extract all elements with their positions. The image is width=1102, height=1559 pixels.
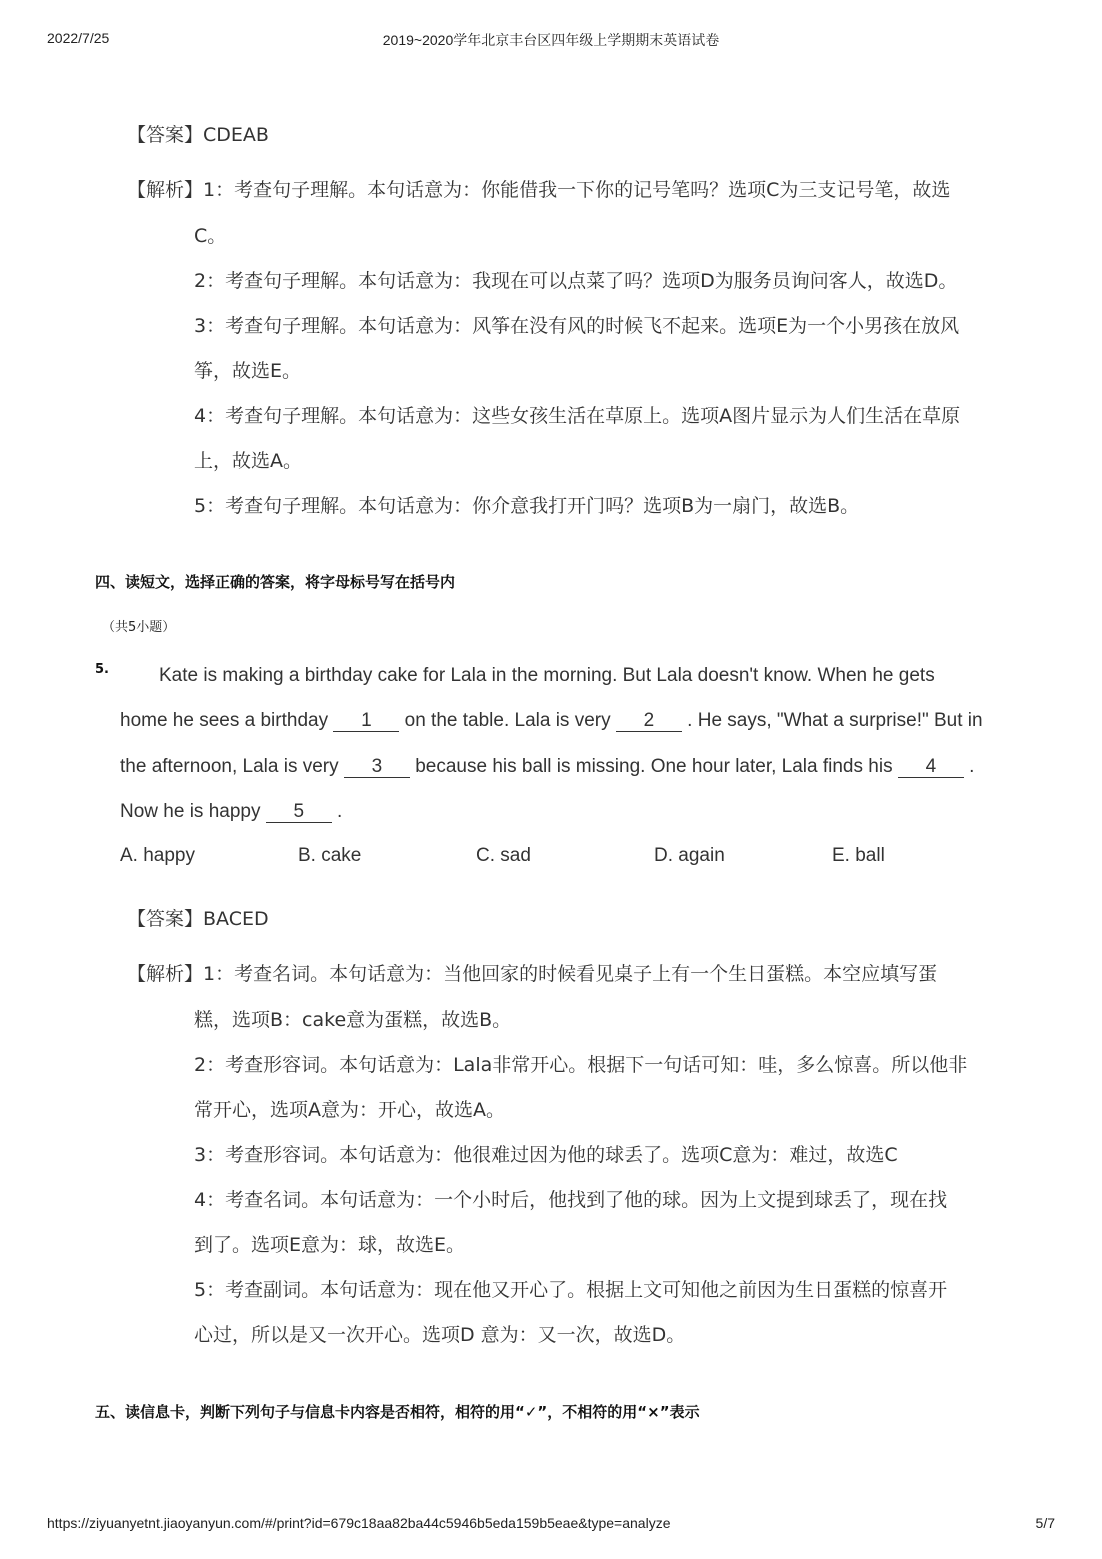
- option-b: B. cake: [298, 845, 362, 866]
- analysis-line: 5：考查副词。本句话意为：现在他又开心了。根据上文可知他之前因为生日蛋糕的惊喜开: [194, 1279, 948, 1301]
- analysis-line: 4：考查名词。本句话意为：一个小时后，他找到了他的球。因为上文提到球丢了，现在找: [194, 1189, 948, 1211]
- question-number: 5.: [95, 662, 109, 677]
- analysis-line: 到了。选项E意为：球，故选E。: [194, 1234, 466, 1256]
- analysis-line: 5：考查句子理解。本句话意为：你介意我打开门吗？选项B为一扇门，故选B。: [194, 495, 860, 517]
- answer-value: BACED: [203, 908, 269, 930]
- answer-label: 【答案】: [127, 908, 204, 930]
- answer-block-1: [127, 123, 269, 147]
- option-c: C. sad: [476, 845, 531, 866]
- passage-line-3: the afternoon, Lala is very 3 because his ball is missing. One hour later, Lala finds his 4 .: [120, 756, 975, 777]
- option-d: D. again: [654, 845, 725, 866]
- answer-label: 【答案】: [127, 124, 204, 146]
- blank-1: 1: [333, 711, 399, 732]
- analysis-line: 1：考查名词。本句话意为：当他回家的时候看见桌子上有一个生日蛋糕。本空应填写蛋: [203, 963, 938, 985]
- option-a: A. happy: [120, 845, 195, 866]
- analysis-line: 常开心，选项A意为：开心，故选A。: [194, 1099, 505, 1121]
- analysis-line: C。: [194, 225, 227, 247]
- analysis-line: 2：考查形容词。本句话意为：Lala非常开心。根据下一句话可知：哇，多么惊喜。所以他非: [194, 1054, 968, 1076]
- answer-value: CDEAB: [203, 124, 269, 146]
- analysis-line: 心过，所以是又一次开心。选项D 意为：又一次，故选D。: [194, 1324, 686, 1346]
- answer-block-2: [127, 907, 269, 931]
- analysis-block-2: [127, 962, 937, 986]
- analysis-line: 筝，故选E。: [194, 360, 302, 382]
- analysis-line: 3：考查句子理解。本句话意为：风筝在没有风的时候飞不起来。选项E为一个小男孩在放风: [194, 315, 960, 337]
- print-date: 2022/7/25: [47, 30, 110, 46]
- option-e: E. ball: [832, 845, 885, 866]
- section-heading-4: 四、读短文，选择正确的答案，将字母标号写在括号内: [95, 573, 456, 591]
- question-count: （共5小题）: [102, 620, 176, 635]
- analysis-line: 1：考查句子理解。本句话意为：你能借我一下你的记号笔吗？选项C为三支记号笔，故选: [203, 179, 951, 201]
- page-url: https://ziyuanyetnt.jiaoyanyun.com/#/print?id=679c18aa82ba44c5946b5eda159b5eae&type=analyze: [47, 1515, 671, 1531]
- analysis-line: 上，故选A。: [194, 450, 302, 472]
- analysis-line: 糕，选项B：cake意为蛋糕，故选B。: [194, 1009, 512, 1031]
- passage-line-4: Now he is happy 5 .: [120, 801, 343, 822]
- analysis-line: 3：考查形容词。本句话意为：他很难过因为他的球丢了。选项C意为：难过，故选C: [194, 1144, 898, 1166]
- analysis-label: 【解析】: [127, 179, 204, 201]
- section-heading-5: 五、读信息卡，判断下列句子与信息卡内容是否相符，相符的用“✓”，不相符的用“×”表示: [95, 1403, 700, 1421]
- analysis-label: 【解析】: [127, 963, 204, 985]
- blank-5: 5: [266, 802, 332, 823]
- page-number: 5/7: [1035, 1515, 1055, 1531]
- analysis-line: 2：考查句子理解。本句话意为：我现在可以点菜了吗？选项D为服务员询问客人，故选D。: [194, 270, 958, 292]
- analysis-line: 4：考查句子理解。本句话意为：这些女孩生活在草原上。选项A图片显示为人们生活在草原: [194, 405, 961, 427]
- blank-3: 3: [344, 757, 410, 778]
- analysis-block-1: [127, 178, 950, 202]
- passage-line-1: Kate is making a birthday cake for Lala in the morning. But Lala doesn't know. When he gets: [159, 665, 935, 686]
- document-title: 2019~2020学年北京丰台区四年级上学期期末英语试卷: [382, 32, 720, 48]
- blank-4: 4: [898, 757, 964, 778]
- blank-2: 2: [616, 711, 682, 732]
- passage-line-2: home he sees a birthday 1 on the table. Lala is very 2 . He says, "What a surprise!" But in: [120, 710, 983, 731]
